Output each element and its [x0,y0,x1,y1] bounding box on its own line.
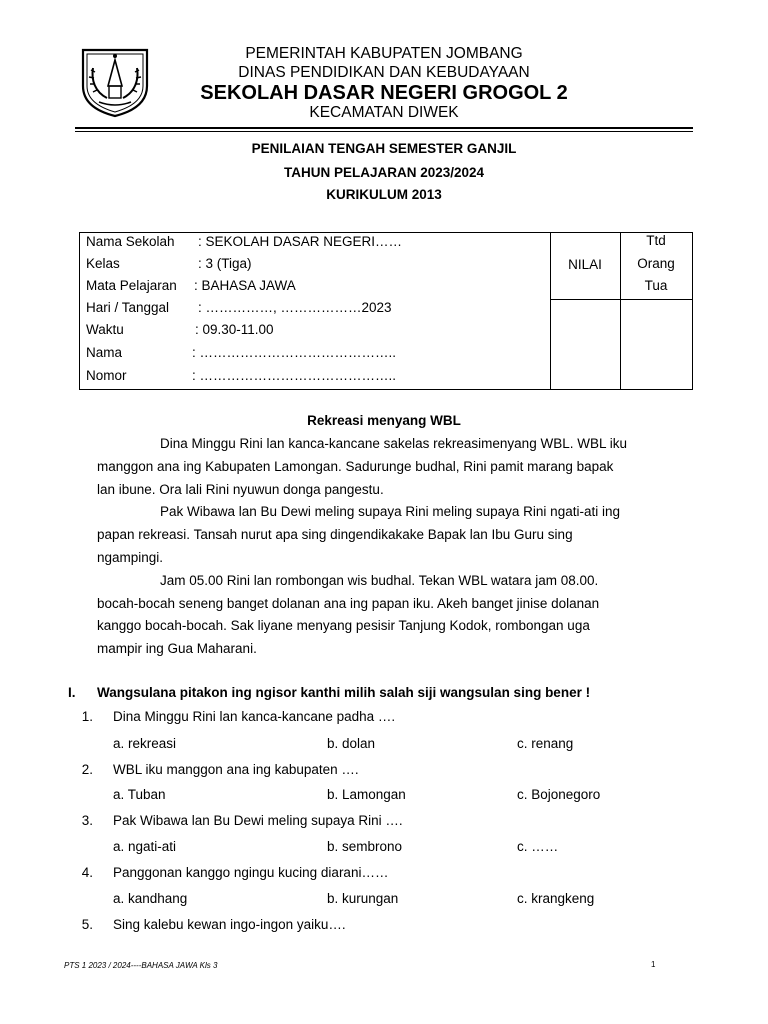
question-number: 5. [81,917,93,932]
question-text: Panggonan kanggo ngingu kucing diarani…… [113,865,389,880]
exam-curriculum: KURIKULUM 2013 [326,187,442,202]
question-text: Sing kalebu kewan ingo-ingon yaiku…. [113,917,346,932]
identity-value: : SEKOLAH DASAR NEGERI…… [198,234,403,249]
story-title: Rekreasi menyang WBL [307,413,461,428]
story-line: Dina Minggu Rini lan kanca-kancane sakelas rekreasimenyang WBL. WBL iku [160,436,627,451]
answer-option: a. Tuban [113,787,166,802]
identity-value: : ……………, ………………2023 [198,300,392,315]
identity-value: : 3 (Tiga) [198,256,252,271]
question-number: 1. [81,709,93,724]
answer-option: b. dolan [327,736,376,751]
signature-label: Ttd [646,233,666,248]
story-line: mampir ing Gua Maharani. [97,641,257,656]
question-number: 4. [81,865,93,880]
government-line: PEMERINTAH KABUPATEN JOMBANG [245,45,523,62]
identity-value: : BAHASA JAWA [194,278,296,293]
section-instruction: Wangsulana pitakon ing ngisor kanthi milih salah siji wangsulan sing bener ! [97,685,591,700]
letterhead-rule-thin [75,131,693,132]
identity-value: : 09.30-11.00 [195,322,274,337]
question-number: 3. [81,813,93,828]
identity-box [79,232,693,390]
section-number: I. [68,685,76,700]
footer-label: PTS 1 2023 / 2024----BAHASA JAWA Kls 3 [64,961,218,970]
answer-option: b. kurungan [327,891,399,906]
signature-label: Tua [644,278,668,293]
score-label: NILAI [568,257,602,272]
question-number: 2. [81,762,93,777]
answer-option: b. sembrono [327,839,403,854]
story-line: bocah-bocah seneng banget dolanan ana ing papan iku. Akeh banget jinise dolanan [97,596,600,611]
identity-label: Nomor [86,368,127,383]
question-text: WBL iku manggon ana ing kabupaten …. [113,762,359,777]
identity-label: Mata Pelajaran [86,278,177,293]
answer-option: a. rekreasi [113,736,177,751]
answer-option: b. Lamongan [327,787,406,802]
district-line: KECAMATAN DIWEK [309,104,459,121]
page-number: 1 [651,960,656,969]
story-line: papan rekreasi. Tansah nurut apa sing dingendikakake Bapak lan Ibu Guru sing [97,527,573,542]
question-text: Pak Wibawa lan Bu Dewi meling supaya Rini …. [113,813,403,828]
answer-option: a. ngati-ati [113,839,177,854]
box-divider [550,299,692,300]
story-line: Pak Wibawa lan Bu Dewi meling supaya Rini meling supaya Rini ngati-ati ing [160,504,620,519]
exam-title: PENILAIAN TENGAH SEMESTER GANJIL [251,141,517,156]
story-line: Jam 05.00 Rini lan rombongan wis budhal. Tekan WBL watara jam 08.00. [160,573,599,588]
story-line: lan ibune. Ora lali Rini nyuwun donga pangestu. [97,482,384,497]
story-line: ngampingi. [97,550,164,565]
identity-label: Nama [86,345,123,360]
identity-label: Waktu [86,322,124,337]
identity-label: Kelas [86,256,120,271]
answer-option: c. krangkeng [517,891,595,906]
answer-option: a. kandhang [113,891,188,906]
answer-option: c. …… [517,839,559,854]
exam-year: TAHUN PELAJARAN 2023/2024 [283,165,485,180]
school-name: SEKOLAH DASAR NEGERI GROGOL 2 [200,82,568,104]
identity-label: Hari / Tanggal [86,300,170,315]
question-text: Dina Minggu Rini lan kanca-kancane padha …. [113,709,396,724]
identity-label: Nama Sekolah [86,234,175,249]
story-line: manggon ana ing Kabupaten Lamongan. Sadurunge budhal, Rini pamit marang bapak [97,459,614,474]
story-line: kanggo bocah-bocah. Sak liyane menyang pesisir Tanjung Kodok, rombongan uga [97,618,590,633]
signature-label: Orang [637,256,675,271]
identity-value: : …………………………………….. [192,345,397,360]
jombang-regency-emblem-icon [75,46,155,118]
identity-value: : …………………………………….. [192,368,397,383]
answer-option: c. renang [517,736,574,751]
letterhead-rule-thick [75,127,693,129]
department-line: DINAS PENDIDIKAN DAN KEBUDAYAAN [238,64,530,81]
answer-option: c. Bojonegoro [517,787,601,802]
